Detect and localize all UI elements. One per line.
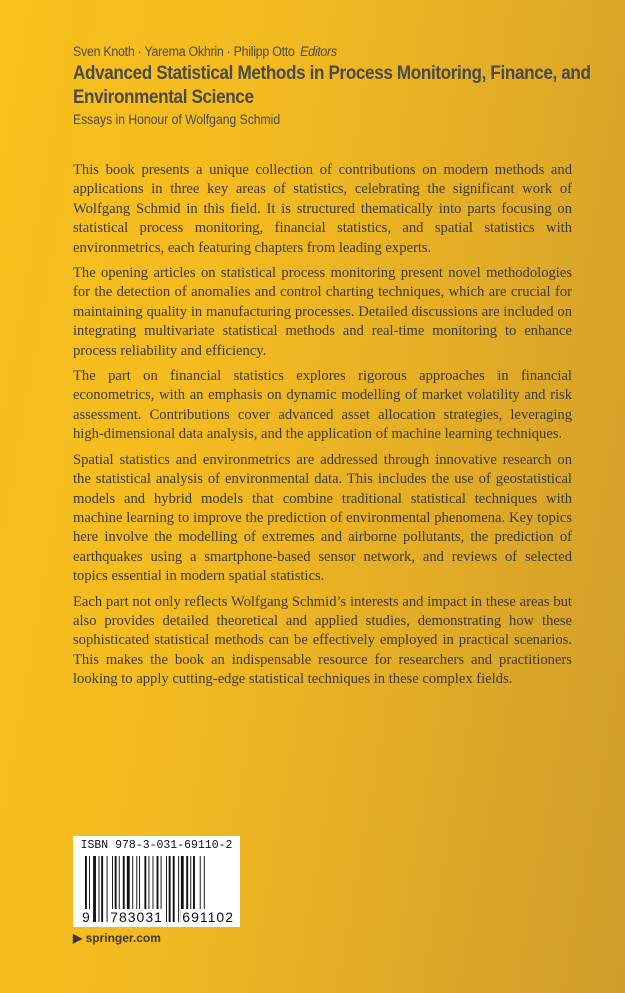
publisher-link[interactable] xyxy=(73,931,161,945)
editors-line xyxy=(73,44,551,59)
arrow-right-icon: ▶ xyxy=(73,931,83,945)
isbn-barcode xyxy=(73,836,240,927)
blurb-paragraph: Each part not only reflects Wolfgang Schmid’s interests and impact in these areas but also provides detailed theoretical and applied studies, demonstrating how these sophisticated statistical methods can be effectively employed in practical scenarios. This makes the book an indispensable resource for researchers and practitioners looking to apply cutting-edge statistical techniques in these complex fields. xyxy=(73,593,572,688)
book-title: Advanced Statistical Methods in Process Monitoring, Finance, and Environmental Science xyxy=(73,63,591,108)
blurb xyxy=(73,161,572,696)
blurb-paragraph: Spatial statistics and environmetrics are addressed through innovative research on the statistical analysis of environmental data. This includes the use of geostatistical models and hybrid models that combine traditional statistical techniques with machine learning to improve the prediction of environmental phenomena. Key topics here involve the modelling of extremes and airborne pollutants, the prediction of earthquakes using a smartphone-based sensor network, and reviews of selected topics essential in modern spatial statistics. xyxy=(73,451,572,585)
isbn-text: ISBN 978-3-031-69110-2 xyxy=(80,839,233,852)
editors-role: Editors xyxy=(300,44,337,59)
blurb-paragraph: The opening articles on statistical process monitoring present novel methodologies for the detection of anomalies and control charting techniques, which are crucial for maintaining quality in manufacturing processes. Detailed discussions are included on integrating multivariate statistical methods and real-time monitoring to enhance process reliability and efficiency. xyxy=(73,265,572,359)
cover-header xyxy=(73,44,593,127)
blurb-paragraph: This book presents a unique collection of contributions on modern methods and applications in three key areas of statistics, celebrating the significant work of Wolfgang Schmid in this field. It is structured thematically into parts focusing on statistical process monitoring, financial statistics, and spatial statistics with environmetrics, each featuring chapters from leading experts. xyxy=(73,162,572,256)
book-subtitle: Essays in Honour of Wolfgang Schmid xyxy=(73,112,281,127)
barcode-digits-right: 691102 xyxy=(182,909,234,925)
publisher-link-text: springer.com xyxy=(85,931,161,945)
barcode-digits xyxy=(81,909,235,925)
barcode-digit-first: 9 xyxy=(82,909,91,925)
editors: Sven Knoth · Yarema Okhrin · Philipp Otto xyxy=(73,44,295,59)
barcode-digits-left: 783031 xyxy=(110,909,163,925)
blurb-paragraph: The part on financial statistics explores rigorous approaches in financial econometrics, with an emphasis on dynamic modelling of market volatility and risk assessment. Contributions cover advanced asset allocation strategies, leveraging high-dimensional data analysis, and the application of machine learning techniques. xyxy=(73,368,572,443)
